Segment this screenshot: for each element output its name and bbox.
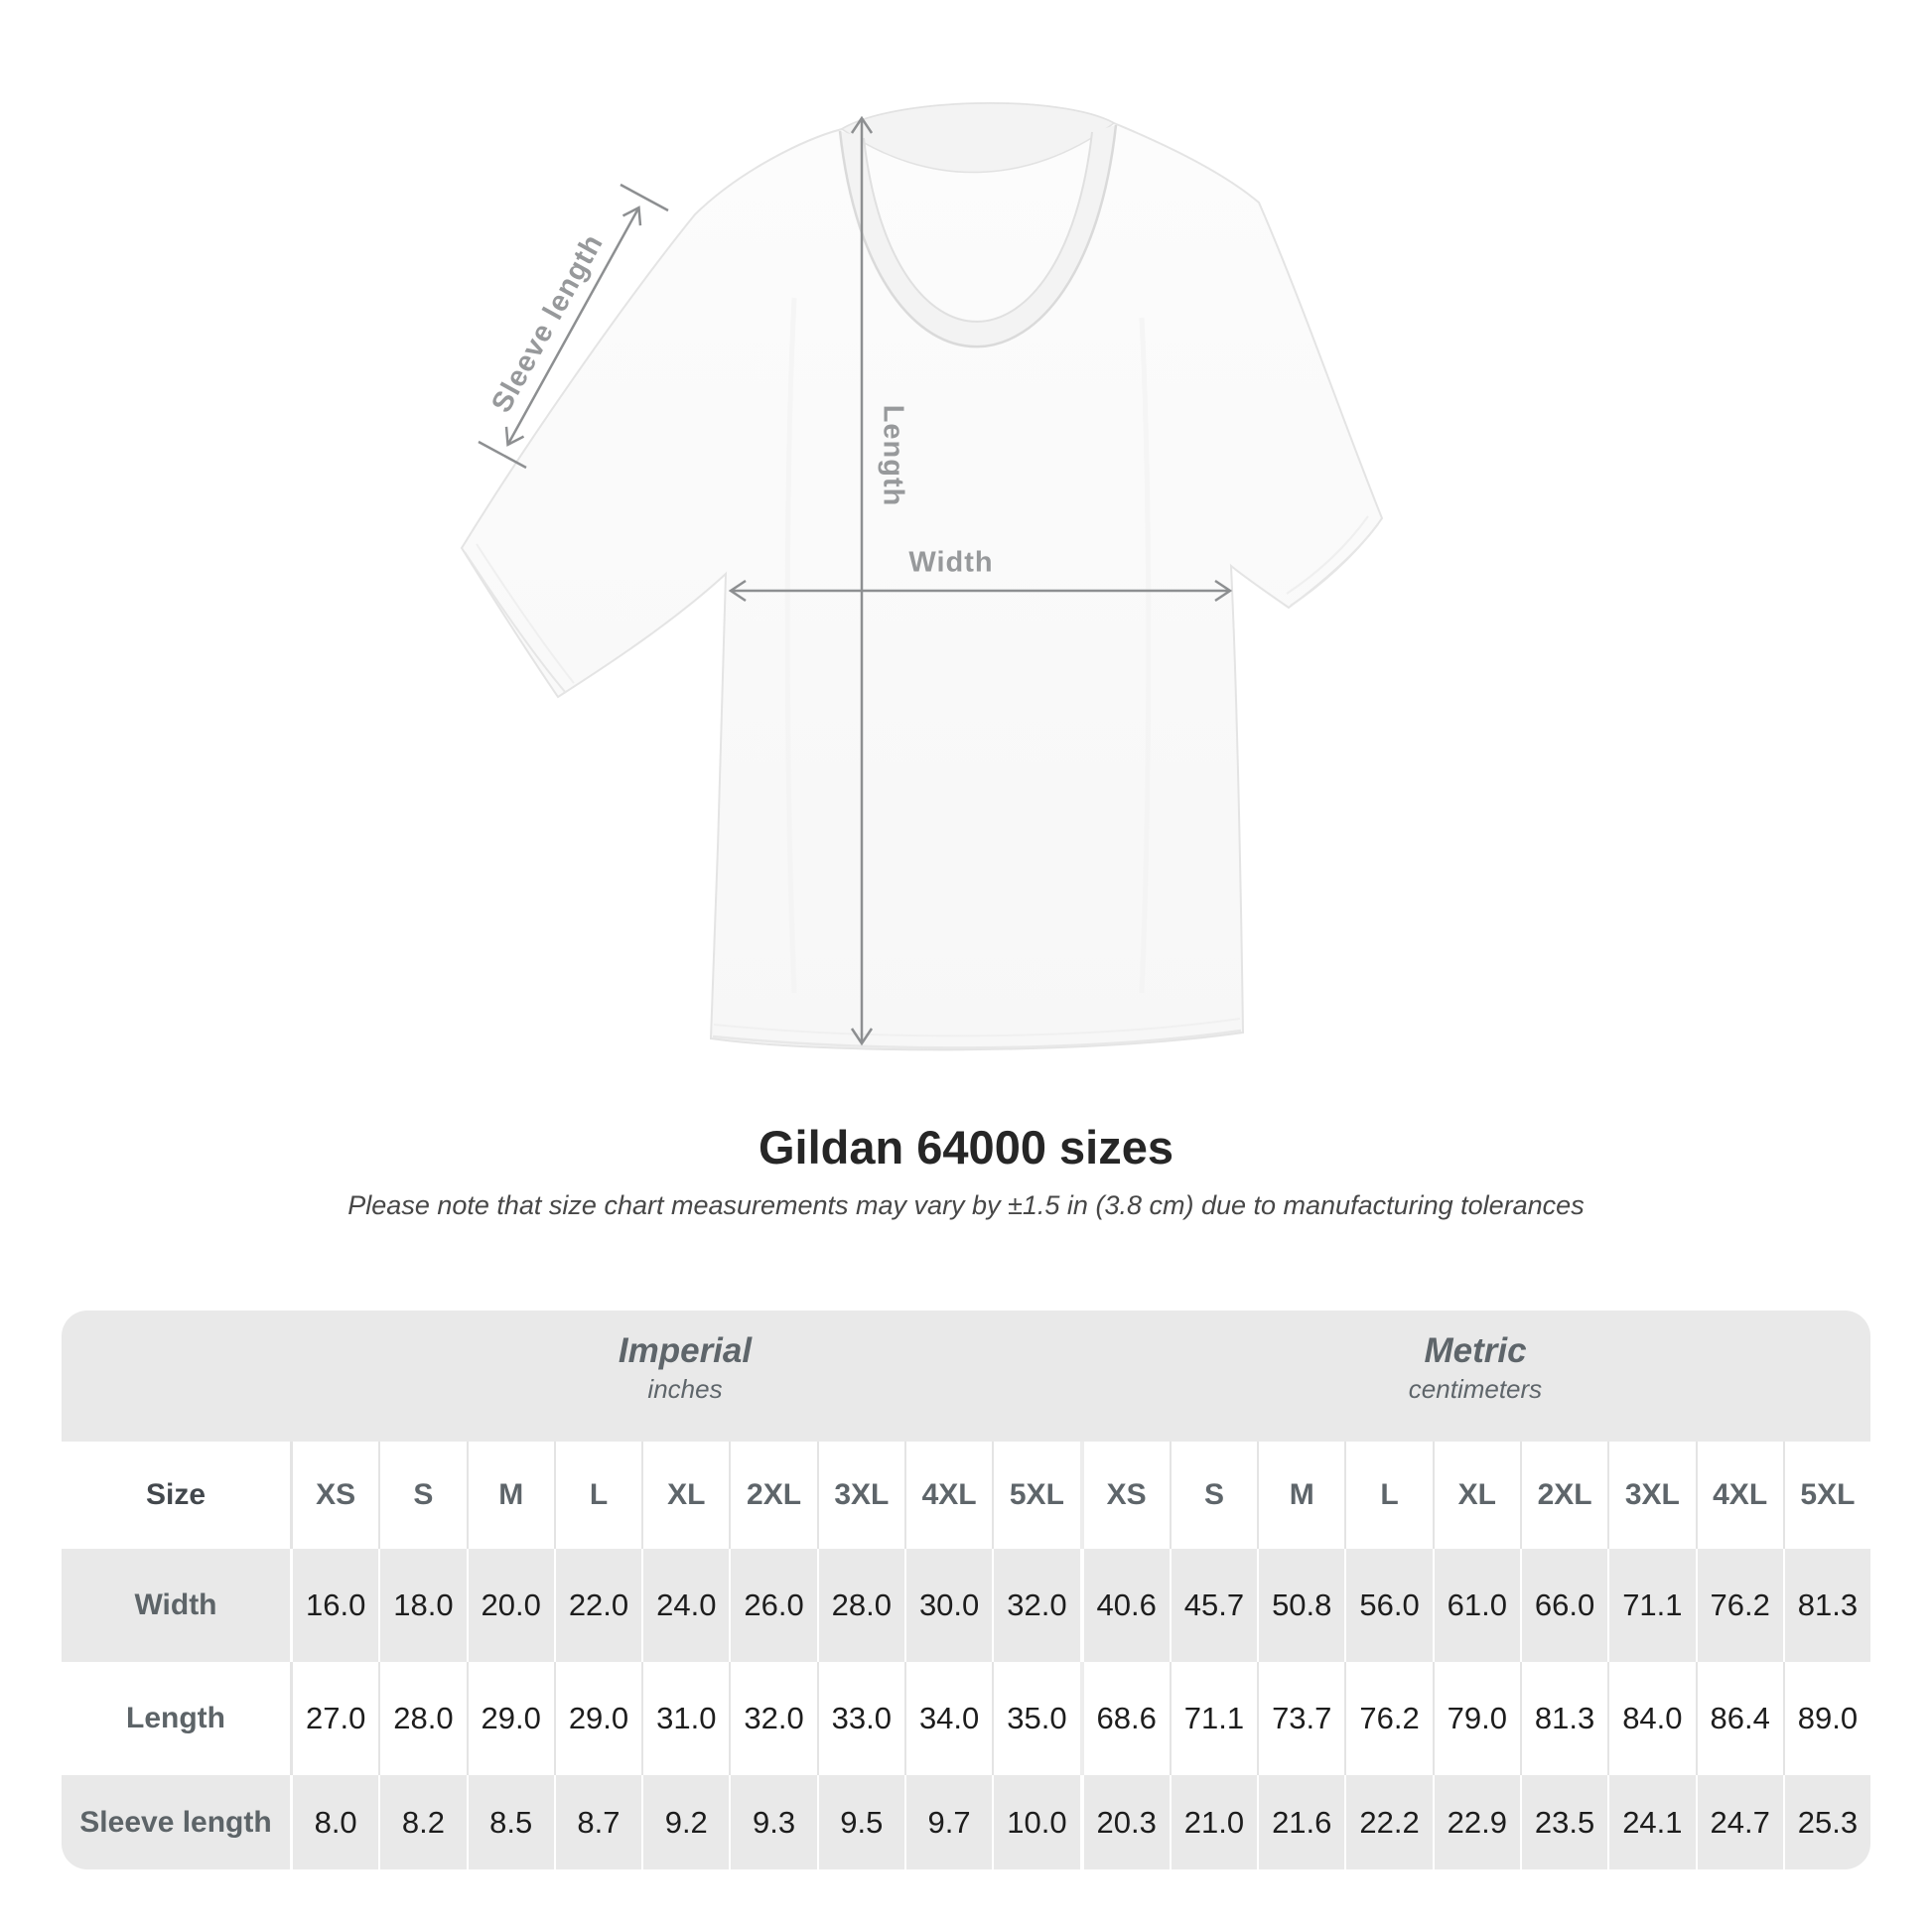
value-cell: 84.0 (1607, 1662, 1695, 1775)
value-cell: 9.5 (817, 1775, 904, 1869)
column-header-cell: M (1257, 1442, 1344, 1549)
value-cell: 89.0 (1783, 1662, 1870, 1775)
value-cell: 22.0 (554, 1549, 641, 1662)
value-cell: 76.2 (1696, 1549, 1783, 1662)
value-cell: 45.7 (1170, 1549, 1257, 1662)
value-cell: 61.0 (1433, 1549, 1520, 1662)
value-cell: 56.0 (1344, 1549, 1432, 1662)
value-cell: 10.0 (992, 1775, 1079, 1869)
value-cell: 28.0 (378, 1662, 466, 1775)
column-header-cell: 5XL (1783, 1442, 1870, 1549)
value-cell: 66.0 (1520, 1549, 1607, 1662)
value-cell: 25.3 (1783, 1775, 1870, 1869)
column-header-cell: XS (290, 1442, 378, 1549)
value-cell: 50.8 (1257, 1549, 1344, 1662)
imperial-heading: Imperial (618, 1331, 753, 1370)
column-header-cell: L (1344, 1442, 1432, 1549)
imperial-caption: inches (647, 1374, 723, 1404)
sleeve-length-label: Sleeve length (485, 228, 611, 418)
value-cell: 8.7 (554, 1775, 641, 1869)
unit-group-metric (1080, 1311, 1870, 1442)
value-cell: 9.2 (641, 1775, 729, 1869)
column-header-cell: 4XL (1696, 1442, 1783, 1549)
column-header-cell: 5XL (992, 1442, 1079, 1549)
column-header-cell: 4XL (904, 1442, 992, 1549)
value-cell: 9.3 (729, 1775, 816, 1869)
value-cell: 20.0 (467, 1549, 554, 1662)
value-cell: 27.0 (290, 1662, 378, 1775)
value-cell: 35.0 (992, 1662, 1079, 1775)
heading-block (0, 1120, 1932, 1221)
value-cell: 8.0 (290, 1775, 378, 1869)
value-cell: 29.0 (554, 1662, 641, 1775)
value-cell: 33.0 (817, 1662, 904, 1775)
value-cell: 26.0 (729, 1549, 816, 1662)
value-cell: 71.1 (1170, 1662, 1257, 1775)
value-cell: 29.0 (467, 1662, 554, 1775)
value-cell: 24.1 (1607, 1775, 1695, 1869)
value-cell: 28.0 (817, 1549, 904, 1662)
value-cell: 71.1 (1607, 1549, 1695, 1662)
value-cell: 79.0 (1433, 1662, 1520, 1775)
row-label: Width (134, 1588, 217, 1621)
value-cell: 40.6 (1080, 1549, 1170, 1662)
value-cell: 9.7 (904, 1775, 992, 1869)
value-cell: 31.0 (641, 1662, 729, 1775)
size-header-row (62, 1442, 1870, 1549)
column-header-cell: S (378, 1442, 466, 1549)
column-header-cell: 2XL (729, 1442, 816, 1549)
unit-band (62, 1311, 1870, 1442)
metric-heading: Metric (1424, 1331, 1527, 1370)
column-header-cell: XL (1433, 1442, 1520, 1549)
value-cell: 23.5 (1520, 1775, 1607, 1869)
row-label: Length (126, 1702, 225, 1734)
column-header-cell: XL (641, 1442, 729, 1549)
column-header-cell: M (467, 1442, 554, 1549)
value-cell: 18.0 (378, 1549, 466, 1662)
length-label: Length (877, 404, 909, 507)
value-cell: 81.3 (1520, 1662, 1607, 1775)
table-row (62, 1775, 1870, 1869)
value-cell: 73.7 (1257, 1662, 1344, 1775)
value-cell: 32.0 (729, 1662, 816, 1775)
size-table (62, 1311, 1870, 1869)
page-subtitle: Please note that size chart measurements may vary by ±1.5 in (3.8 cm) due to manufacturing tolerances (347, 1190, 1585, 1220)
column-header-cell: 2XL (1520, 1442, 1607, 1549)
value-cell: 81.3 (1783, 1549, 1870, 1662)
value-cell: 24.0 (641, 1549, 729, 1662)
unit-band-spacer (62, 1311, 290, 1442)
value-cell: 16.0 (290, 1549, 378, 1662)
value-cell: 34.0 (904, 1662, 992, 1775)
value-cell: 8.2 (378, 1775, 466, 1869)
value-cell: 21.0 (1170, 1775, 1257, 1869)
table-row (62, 1662, 1870, 1775)
value-cell: 22.2 (1344, 1775, 1432, 1869)
size-column-header: Size (145, 1478, 207, 1511)
column-header-cell: 3XL (1607, 1442, 1695, 1549)
width-label: Width (908, 546, 994, 579)
unit-group-imperial (290, 1311, 1080, 1442)
value-cell: 24.7 (1696, 1775, 1783, 1869)
value-cell: 20.3 (1080, 1775, 1170, 1869)
column-header-cell: S (1170, 1442, 1257, 1549)
value-cell: 21.6 (1257, 1775, 1344, 1869)
page-title: Gildan 64000 sizes (758, 1121, 1174, 1173)
value-cell: 76.2 (1344, 1662, 1432, 1775)
table-row (62, 1549, 1870, 1662)
value-cell: 30.0 (904, 1549, 992, 1662)
value-cell: 86.4 (1696, 1662, 1783, 1775)
column-header-cell: 3XL (817, 1442, 904, 1549)
value-cell: 8.5 (467, 1775, 554, 1869)
column-header-cell: L (554, 1442, 641, 1549)
value-cell: 22.9 (1433, 1775, 1520, 1869)
metric-caption: centimeters (1408, 1374, 1543, 1404)
row-label: Sleeve length (79, 1805, 272, 1839)
value-cell: 32.0 (992, 1549, 1079, 1662)
value-cell: 68.6 (1080, 1662, 1170, 1775)
column-header-cell: XS (1080, 1442, 1170, 1549)
size-grid (62, 1442, 1870, 1869)
